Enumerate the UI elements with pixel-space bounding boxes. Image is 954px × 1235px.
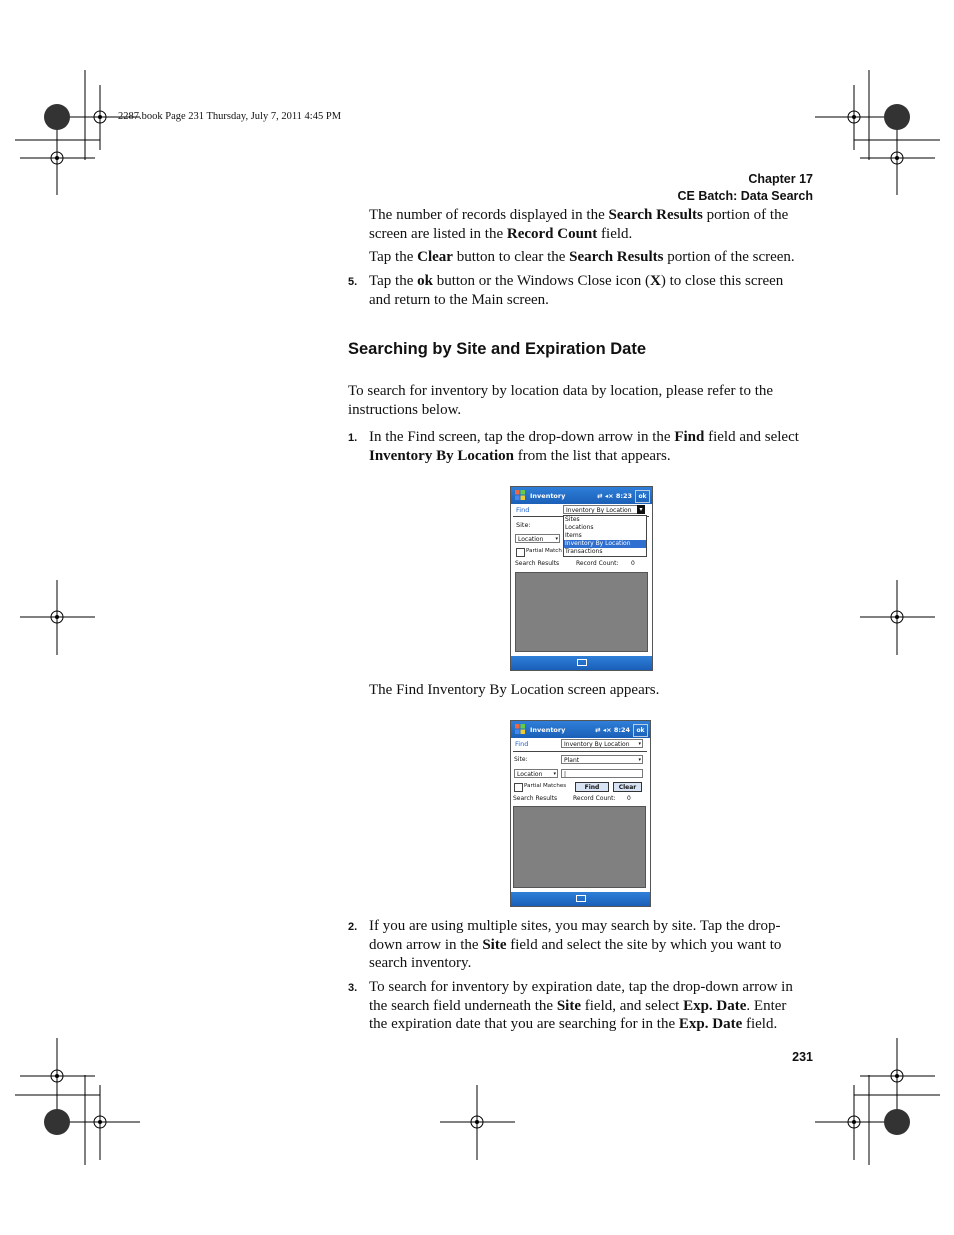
windows-start-icon: [514, 723, 526, 735]
screenshot-find-inventory-by-location: [510, 720, 651, 907]
clear-button[interactable]: Clear: [613, 782, 642, 792]
title-bar: [511, 721, 650, 738]
paragraph-clear: Tap the Clear button to clear the Search Results portion of the screen.: [369, 249, 795, 265]
step-2: If you are using multiple sites, you may search by site. Tap the drop- down arrow in the Site field and select the site by which you want to search inventory.: [369, 918, 782, 971]
menu-bar: [511, 656, 652, 670]
paragraph-record-count: The number of records displayed in the Search Results portion of the screen are listed in the Record Count field.: [369, 207, 789, 242]
record-count-value: 0: [631, 560, 635, 567]
partial-match-checkbox[interactable]: [516, 548, 525, 557]
step-number: 3.: [348, 982, 358, 994]
keyboard-icon[interactable]: [576, 895, 586, 902]
chapter-number: Chapter 17: [748, 172, 813, 186]
screenshot-find-dropdown: [510, 486, 653, 671]
results-panel: [513, 806, 646, 888]
step-3: To search for inventory by expiration date, tap the drop-down arrow in the search field underneath the Site field, and select Exp. Date. Enter the expiration date that you are searching for in the Exp. Date field.: [369, 979, 793, 1032]
step-number: 1.: [348, 432, 358, 444]
find-dropdown-list[interactable]: [563, 515, 647, 557]
record-count-label: Record Count:: [576, 560, 619, 567]
record-count-value: 0: [627, 795, 631, 802]
ok-button[interactable]: ok: [633, 724, 648, 737]
dropdown-option[interactable]: Sites: [565, 516, 580, 523]
search-input[interactable]: |: [561, 769, 643, 778]
chapter-heading: [678, 171, 813, 205]
dropdown-option[interactable]: Transactions: [565, 548, 603, 555]
find-select[interactable]: Inventory By Location: [563, 505, 645, 514]
dropdown-option[interactable]: Items: [565, 532, 582, 539]
find-button[interactable]: Find: [575, 782, 609, 792]
site-label: Site:: [514, 756, 528, 763]
app-title: Inventory: [530, 492, 566, 500]
ok-button[interactable]: ok: [635, 490, 650, 503]
search-results-label: Search Results: [515, 560, 560, 567]
partial-match-label: Partial Match: [526, 548, 562, 554]
step-1: In the Find screen, tap the drop-down arrow in the Find field and select Inventory By Location from the list that appears.: [369, 429, 799, 464]
book-header: 2287.book Page 231 Thursday, July 7, 2011 4:45 PM: [118, 111, 342, 122]
search-results-label: Search Results: [513, 795, 558, 802]
section-heading: Searching by Site and Expiration Date: [348, 340, 646, 358]
step-number: 5.: [348, 276, 358, 288]
divider: [513, 751, 647, 752]
step-number: 2.: [348, 921, 358, 933]
menu-bar: [511, 892, 650, 906]
windows-start-icon: [514, 489, 526, 501]
title-bar: [511, 487, 652, 504]
page-number: 231: [792, 1050, 813, 1064]
search-field-select[interactable]: Location ▾: [515, 534, 560, 543]
record-count-label: Record Count:: [573, 795, 616, 802]
keyboard-icon[interactable]: [577, 659, 587, 666]
results-panel: [515, 572, 648, 652]
find-select[interactable]: Inventory By Location ▾: [561, 739, 643, 748]
partial-matches-label: Partial Matches: [524, 783, 567, 789]
dropdown-option-selected[interactable]: Inventory By Location: [564, 540, 646, 548]
clock: ⇄ ◂× 8:23: [597, 492, 632, 500]
caption: The Find Inventory By Location screen appears.: [369, 682, 660, 698]
chapter-title: CE Batch: Data Search: [677, 189, 813, 203]
site-select[interactable]: Plant ▾: [561, 755, 643, 764]
partial-matches-checkbox[interactable]: [514, 783, 523, 792]
chevron-down-icon[interactable]: ▾: [637, 505, 645, 514]
step-5: Tap the ok button or the Windows Close icon (X) to close this screen and return to the Main screen.: [369, 273, 784, 308]
site-label: Site:: [516, 521, 531, 529]
dropdown-option[interactable]: Locations: [565, 524, 594, 531]
clock: ⇄ ◂× 8:24: [595, 726, 630, 734]
find-label: Find: [516, 506, 530, 514]
section-intro: To search for inventory by location data by location, please refer to the instructions below.: [348, 383, 774, 418]
find-label: Find: [515, 740, 529, 748]
search-field-select[interactable]: Location ▾: [514, 769, 558, 778]
app-title: Inventory: [530, 726, 566, 734]
